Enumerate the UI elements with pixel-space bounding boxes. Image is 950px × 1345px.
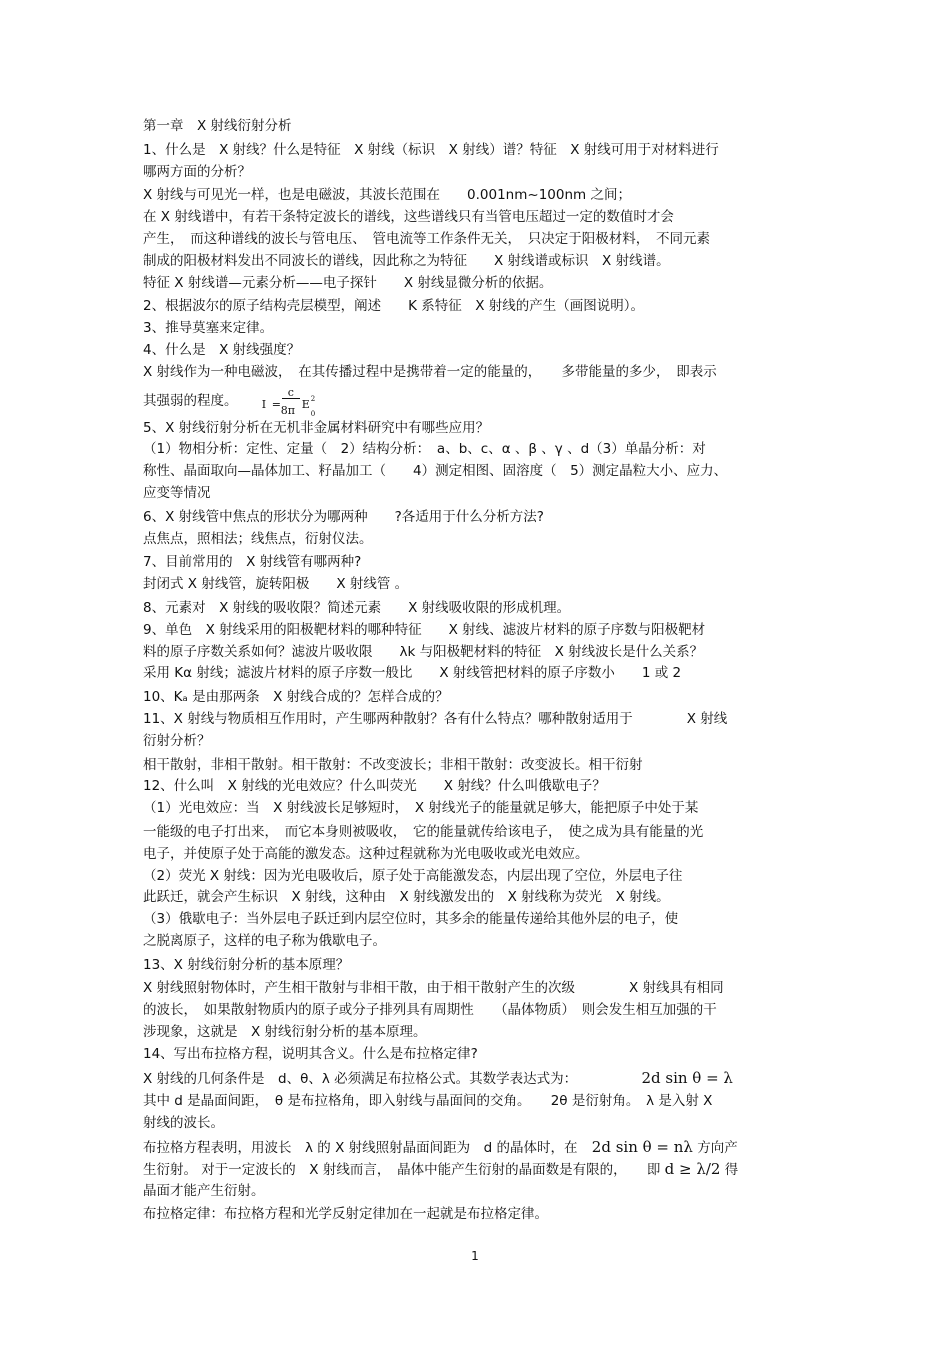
answer-text: 其强弱的程度。	[143, 392, 238, 409]
answer-line: （1）物相分析：定性、定量（ 2）结构分析： a、b、c、α 、β 、γ 、d（3）单晶分析：对	[143, 441, 706, 458]
question-11: 11、X 射线与物质相互作用时，产生哪两种散射？各有什么特点？哪种散射适用于 X 射线	[143, 710, 728, 727]
question-6: 6、X 射线管中焦点的形状分为哪两种 ?各适用于什么分析方法?	[143, 508, 544, 525]
question-7: 7、目前常用的 X 射线管有哪两种?	[143, 554, 362, 571]
answer-text: 布拉格方程表明，用波长 λ 的 X 射线照射晶面间距为 d 的晶体时，在	[143, 1140, 578, 1157]
chapter-title: 第一章 X 射线衍射分析	[143, 118, 292, 134]
answer-line: X 射线与可见光一样，也是电磁波，其波长范围在 0.001nm~100nm 之间；	[143, 187, 631, 204]
answer-line: 晶面才能产生衍射。	[143, 1182, 265, 1199]
question-3: 3、推导莫塞来定律。	[143, 320, 274, 337]
answer-line: 采用 Kα 射线；滤波片材料的原子序数一般比 X 射线管把材料的原子序数小 1 或 2	[143, 665, 682, 682]
answer-line: 封闭式 X 射线管，旋转阳极 X 射线管 。	[143, 576, 409, 593]
answer-line: 此跃迁，就会产生标识 X 射线，这种由 X 射线激发出的 X 射线称为荧光 X 射线。	[143, 889, 670, 906]
answer-text: X 射线的几何条件是 d、θ、λ 必须满足布拉格公式。其数学表达式为：	[143, 1070, 578, 1087]
answer-line: （1）光电效应：当 X 射线波长足够短时， X 射线光子的能量就足够大，能把原子中处于某	[143, 800, 699, 817]
document-body	[143, 116, 808, 1226]
answer-line-with-formula	[143, 1068, 808, 1090]
answer-text-tail: 得	[724, 1161, 739, 1178]
question-11-cont: 衍射分析？	[143, 732, 211, 749]
bragg-formula-n: 2d sin θ = nλ	[591, 1138, 693, 1157]
page-number: 1	[471, 1249, 479, 1263]
answer-line: X 射线作为一种电磁波， 在其传播过程中是携带着一定的能量的， 多带能量的多少， 即表示	[143, 363, 717, 380]
question-5: 5、X 射线衍射分析在无机非金属材料研究中有哪些应用？	[143, 419, 490, 436]
formula-sub: 0	[310, 409, 316, 416]
answer-line: （2）荧光 X 射线：因为光电吸收后，原子处于高能激发态，内层出现了空位，外层电子往	[143, 867, 683, 884]
formula-eq: =	[271, 397, 282, 411]
answer-line: 特征 X 射线谱—元素分析——电子探针 X 射线显微分析的依据。	[143, 274, 553, 291]
question-12: 12、什么叫 X 射线的光电效应？什么叫荧光 X 射线？什么叫俄歇电子？	[143, 778, 606, 795]
question-9: 9、单色 X 射线采用的阳极靶材料的哪种特征 X 射线、滤波片材料的原子序数与阳极靶材	[143, 621, 706, 638]
answer-line: 其中 d 是晶面间距， θ 是布拉格角，即入射线与晶面间的交角。 2θ 是衍射角。 λ 是入射 X	[143, 1093, 713, 1110]
answer-line: 射线的波长。	[143, 1115, 224, 1132]
question-1-cont: 哪两方面的分析？	[143, 163, 251, 180]
answer-line: 的波长， 如果散射物质内的原子或分子排列具有周期性 （晶体物质） 则会发生相互加强的干	[143, 1002, 717, 1019]
answer-line: 应变等情况	[143, 484, 211, 501]
formula-field: E	[301, 397, 310, 411]
answer-line: 相干散射，非相干散射。相干散射：不改变波长；非相干散射：改变波长。相干衍射	[143, 756, 643, 773]
fraction-bar	[282, 398, 300, 399]
answer-line: 称性、晶面取向—晶体加工、籽晶加工（ 4）测定相图、固溶度（ 5）测定晶粒大小、应力、	[143, 463, 728, 480]
answer-line-with-formula	[143, 384, 808, 416]
answer-line: 一能级的电子打出来， 而它本身则被吸收， 它的能量就传给该电子， 使之成为具有能量的光	[143, 823, 704, 840]
formula-lhs: I	[261, 397, 267, 411]
question-2: 2、根据波尔的原子结构壳层模型，阐述 K 系特征 X 射线的产生（画图说明）。	[143, 298, 645, 315]
question-10: 10、Kₐ 是由那两条 X 射线合成的？怎样合成的？	[143, 689, 449, 706]
answer-line: 产生， 而这种谱线的波长与管电压、 管电流等工作条件无关， 只决定于阳极材料， 不同元素	[143, 230, 710, 247]
formula-numerator: c	[287, 385, 294, 399]
answer-line: 涉现象，这就是 X 射线衍射分析的基本原理。	[143, 1024, 427, 1041]
answer-line: 布拉格定律：布拉格方程和光学反射定律加在一起就是布拉格定律。	[143, 1206, 548, 1223]
answer-line-with-formula	[143, 1137, 808, 1159]
answer-line: 之脱离原子，这样的电子称为俄歇电子。	[143, 932, 386, 949]
answer-line-with-formula	[143, 1159, 808, 1181]
question-13: 13、X 射线衍射分析的基本原理？	[143, 956, 350, 973]
answer-text: 生衍射。 对于一定波长的 X 射线而言， 晶体中能产生衍射的晶面数是有限的， 即	[143, 1161, 661, 1178]
answer-line: 在 X 射线谱中，有若干条特定波长的谱线，这些谱线只有当管电压超过一定的数值时才会	[143, 209, 674, 226]
answer-line: X 射线照射物体时，产生相干散射与非相干散，由于相干散射产生的次级 X 射线具有相同	[143, 980, 724, 997]
question-14: 14、写出布拉格方程，说明其含义。什么是布拉格定律?	[143, 1045, 478, 1062]
intensity-formula	[262, 384, 332, 416]
bragg-formula: 2d sin θ = λ	[641, 1068, 733, 1087]
answer-text-tail: 方向产	[697, 1140, 738, 1157]
answer-line: 制成的阳极材料发出不同波长的谱线，因此称之为特征 X 射线谱或标识 X 射线谱。	[143, 252, 670, 269]
formula-sup: 2	[310, 394, 316, 403]
question-9-cont: 料的原子序数关系如何？滤波片吸收限 λk 与阳极靶材料的特征 X 射线波长是什么关系？	[143, 643, 704, 660]
diffraction-condition: d ≥ λ/2	[664, 1159, 721, 1178]
question-8: 8、元素对 X 射线的吸收限？简述元素 X 射线吸收限的形成机理。	[143, 599, 571, 616]
question-4: 4、什么是 X 射线强度？	[143, 341, 301, 358]
answer-line: （3）俄歇电子：当外层电子跃迁到内层空位时，其多余的能量传递给其他外层的电子，使	[143, 911, 679, 928]
question-1: 1、什么是 X 射线？什么是特征 X 射线（标识 X 射线）谱？特征 X 射线可用于对材料进行	[143, 141, 719, 158]
answer-line: 电子，并使原子处于高能的激发态。这种过程就称为光电吸收或光电效应。	[143, 845, 589, 862]
formula-denominator: 8π	[280, 403, 296, 416]
answer-line: 点焦点，照相法；线焦点，衍射仪法。	[143, 530, 373, 547]
